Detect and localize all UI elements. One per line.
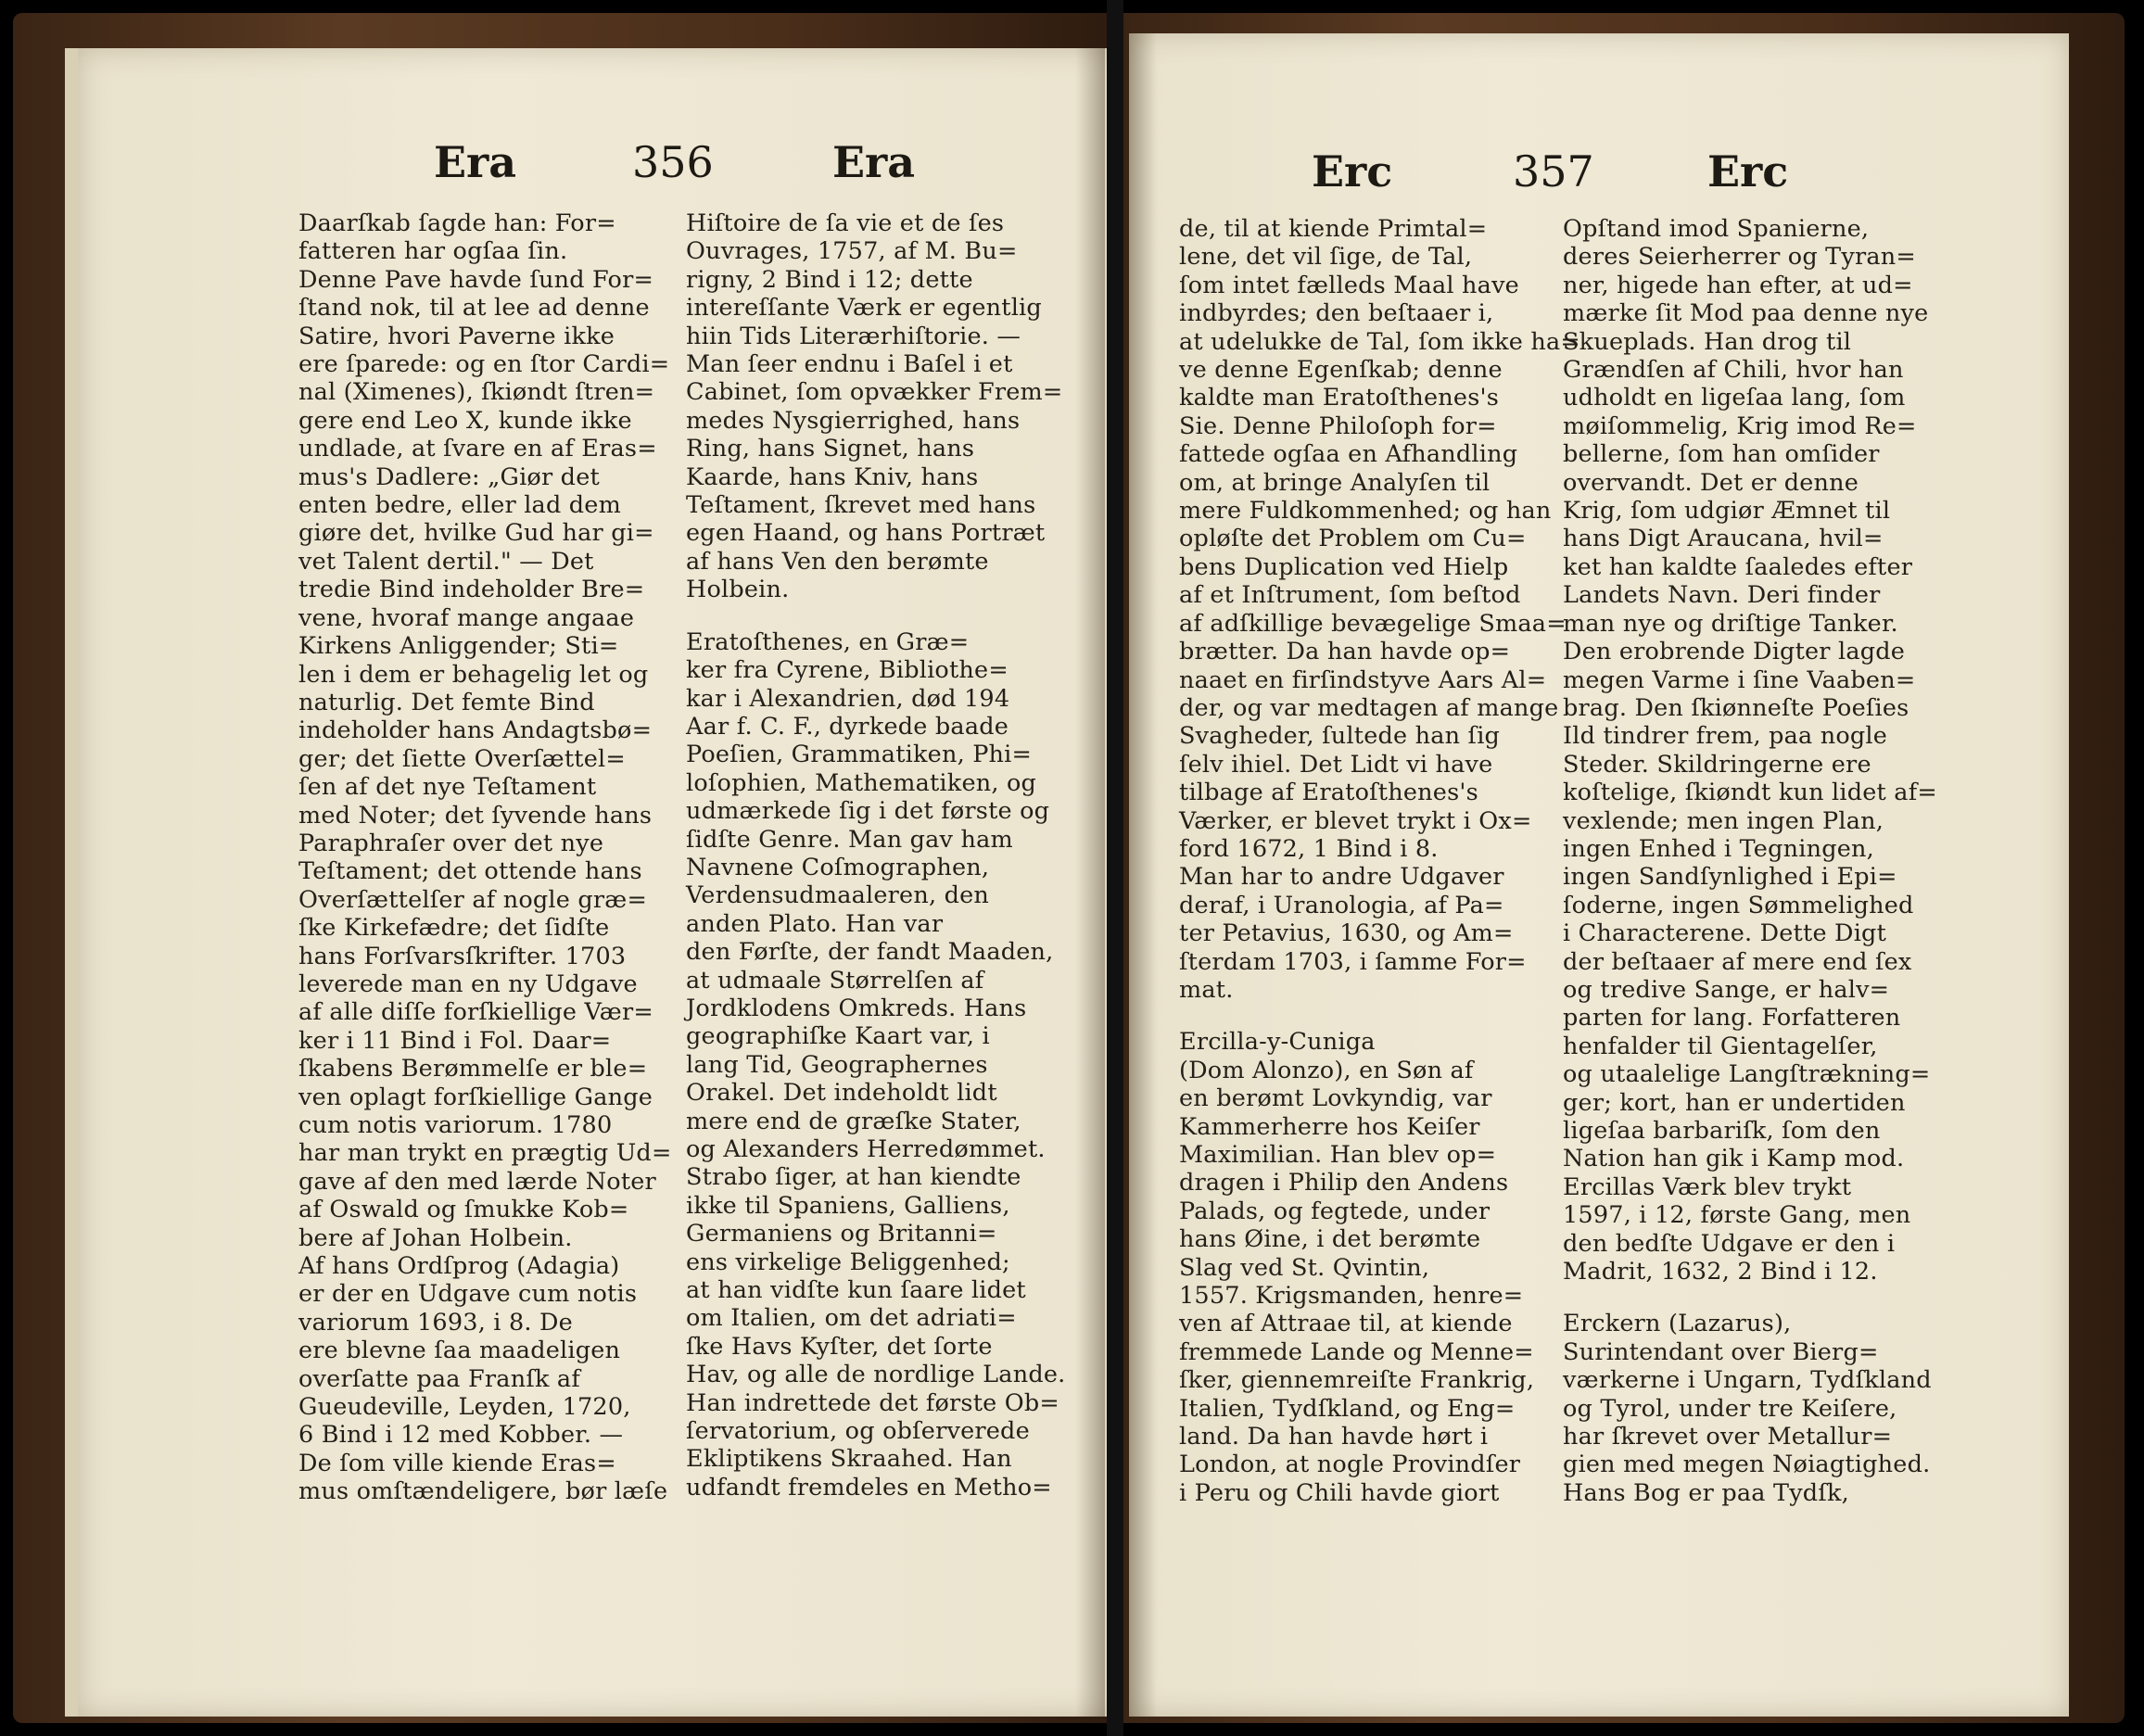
text-line: Kirkens Anliggender; Sti= <box>298 632 619 661</box>
text-line: kaldte man Eratoſthenes's <box>1179 384 1499 412</box>
text-line: Denne Pave havde ſund For= <box>298 265 654 294</box>
text-line: Teſtament; det ottende hans <box>298 857 642 886</box>
right-header-guideword-right: Erc <box>1707 146 1789 196</box>
text-line: har man trykt en prægtig Ud= <box>298 1139 672 1168</box>
text-line: har ſkrevet over Metallur= <box>1563 1423 1893 1451</box>
text-line: ſervatorium, og obſerverede <box>686 1417 1030 1446</box>
text-line: brag. Den ſkiønneſte Poeſies <box>1563 693 1909 722</box>
text-line: ſom intet fælleds Maal have <box>1179 271 1519 299</box>
text-line: medes Nysgierrighed, hans <box>686 406 1021 435</box>
text-line: Grændſen af Chili, hvor han <box>1563 356 1904 385</box>
text-line: om Italien, om det adriati= <box>686 1304 1017 1333</box>
text-line: Maximilian. Han blev op= <box>1179 1141 1497 1169</box>
left-header-guideword-right: Era <box>832 137 916 187</box>
text-line: ere ſparede: og en ſtor Cardi= <box>298 350 670 379</box>
text-line: ſidſte Genre. Man gav ham <box>686 825 1013 854</box>
text-line: ven af Attraae til, at kiende <box>1179 1310 1513 1338</box>
text-line: bere af Johan Holbein. <box>298 1223 573 1252</box>
text-line: Han indrettede det første Ob= <box>686 1388 1059 1417</box>
text-line: ter Petavius, 1630, og Am= <box>1179 919 1514 948</box>
text-line: ſker, giennemreiſte Frankrig, <box>1179 1366 1535 1395</box>
text-line: ſen af det nye Teſtament <box>298 773 597 802</box>
text-line: Nation han gik i Kamp mod. <box>1563 1145 1905 1173</box>
text-line: Navnene Coſmographen, <box>686 853 990 881</box>
text-line: land. Da han havde hørt i <box>1179 1423 1489 1451</box>
text-line: Strabo ſiger, at han kiendte <box>686 1163 1021 1192</box>
text-line: ſterdam 1703, i ſamme For= <box>1179 947 1527 976</box>
text-line: ſke Havs Kyſter, det ſorte <box>686 1332 993 1361</box>
text-line: De ſom ville kiende Eras= <box>298 1449 616 1477</box>
text-line: ven oplagt forſkiellige Gange <box>298 1083 653 1111</box>
scan-divider <box>1107 0 1123 1736</box>
right-page-number: 357 <box>1513 146 1594 196</box>
text-line: de, til at kiende Primtal= <box>1179 215 1488 243</box>
text-line: udfandt fremdeles en Metho= <box>686 1473 1052 1502</box>
text-line: mere end de græſke Stater, <box>686 1107 1021 1135</box>
text-line: om, at bringe Analyſen til <box>1179 468 1491 497</box>
left-page-column-1 <box>298 209 672 1506</box>
text-line: med Noter; det ſyvende hans <box>298 801 653 830</box>
text-line: leverede man en ny Udgave <box>298 969 638 998</box>
text-line: loſophien, Mathematiken, og <box>686 768 1037 797</box>
text-line: Man ſeer endnu i Baſel i et <box>686 350 1013 379</box>
text-line: Krig, ſom udgiør Æmnet til <box>1563 497 1891 526</box>
text-line: Eratoſthenes, en Græ= <box>686 627 970 656</box>
text-line: overſatte paa Franſk af <box>298 1364 580 1393</box>
text-line: af Oswald og ſmukke Kob= <box>298 1196 629 1224</box>
text-line: Ild tindrer frem, paa nogle <box>1563 722 1888 751</box>
text-line: gave af den med lærde Noter <box>298 1167 656 1196</box>
text-line: undlade, at ſvare en af Eras= <box>298 435 657 463</box>
left-gutter-shadow <box>1075 48 1105 1717</box>
text-line: naturlig. Det femte Bind <box>298 688 595 716</box>
text-line: Verdensudmaaleren, den <box>686 881 990 910</box>
text-line: Hiſtoire de ſa vie et de ſes <box>686 209 1005 237</box>
text-line: ker i 11 Bind i Fol. Daar= <box>298 1026 612 1055</box>
text-line: Daarſkab ſagde han: For= <box>298 209 616 237</box>
entry-gap <box>1179 1004 1552 1028</box>
text-line: deres Seierherrer og Tyran= <box>1563 243 1916 272</box>
text-line: Opſtand imod Spanierne, <box>1563 215 1870 243</box>
text-line: Paraphraſer over det nye <box>298 829 604 857</box>
text-line: Ercilla-y-Cuniga <box>1179 1028 1376 1057</box>
text-line: vexlende; men ingen Plan, <box>1563 806 1884 835</box>
text-line: mat. <box>1179 975 1234 1004</box>
text-line: variorum 1693, i 8. De <box>298 1308 573 1337</box>
text-line: ner, higede han efter, at ud= <box>1563 271 1913 299</box>
text-line: vet Talent dertil." — Det <box>298 547 594 576</box>
text-line: mere Fuldkommenhed; og han <box>1179 497 1552 526</box>
text-line: parten for lang. Forfatteren <box>1563 1004 1901 1033</box>
text-line: megen Varme i ſine Vaaben= <box>1563 665 1916 694</box>
text-line: Poeſien, Grammatiken, Phi= <box>686 741 1033 769</box>
text-line: koſtelige, ſkiøndt kun lidet af= <box>1563 779 1937 807</box>
text-line: udmærkede ſig i det første og <box>686 797 1050 826</box>
text-line: at udelukke de Tal, ſom ikke ha= <box>1179 327 1580 356</box>
text-line: fatteren har ogſaa ſin. <box>298 237 568 266</box>
text-line: hans Forſvarsſkrifter. 1703 <box>298 942 627 970</box>
text-line: hans Øine, i det berømte <box>1179 1225 1481 1254</box>
text-line: Svagheder, ſultede han ſig <box>1179 722 1501 751</box>
text-line: af et Inſtrument, ſom beſtod <box>1179 581 1521 610</box>
text-line: ſelv ihiel. Det Lidt vi have <box>1179 750 1493 779</box>
text-line: i Peru og Chili havde giort <box>1179 1478 1500 1507</box>
text-line: Den erobrende Digter lagde <box>1563 638 1906 666</box>
text-line: og Alexanders Herredømmet. <box>686 1135 1046 1163</box>
text-line: en berømt Lovkyndig, var <box>1179 1084 1492 1113</box>
text-line: brætter. Da han havde op= <box>1179 638 1511 666</box>
text-line: Satire, hvori Paverne ikke <box>298 322 615 350</box>
text-line: ve denne Egenſkab; denne <box>1179 356 1503 385</box>
text-line: og utaalelige Langſtrækning= <box>1563 1060 1931 1089</box>
text-line: Overſættelſer af nogle græ= <box>298 885 648 914</box>
text-line: Palads, og fegtede, under <box>1179 1197 1491 1225</box>
entry-gap <box>1563 1286 1935 1310</box>
text-line: gere end Leo X, kunde ikke <box>298 406 632 435</box>
right-header-guideword-left: Erc <box>1312 146 1393 196</box>
text-line: den Førſte, der fandt Maaden, <box>686 938 1054 967</box>
text-line: rigny, 2 Bind i 12; dette <box>686 265 973 294</box>
text-line: ger; det ſiette Overſættel= <box>298 744 626 773</box>
text-line: Værker, er blevet trykt i Ox= <box>1179 806 1532 835</box>
text-line: og Tyrol, under tre Keiſere, <box>1563 1394 1897 1423</box>
text-line: hans Digt Araucana, hvil= <box>1563 525 1884 553</box>
text-line: opløſte det Problem om Cu= <box>1179 525 1527 553</box>
text-line: Germaniens og Britanni= <box>686 1220 997 1248</box>
text-line: indeholder hans Andagtsbø= <box>298 716 653 745</box>
text-line: Italien, Tydſkland, og Eng= <box>1179 1394 1516 1423</box>
text-line: Ercillas Værk blev trykt <box>1563 1172 1852 1201</box>
text-line: Landets Navn. Deri finder <box>1563 581 1881 610</box>
text-line: Hans Bog er paa Tydſk, <box>1563 1478 1849 1507</box>
text-line: intereſſante Værk er egentlig <box>686 294 1042 323</box>
text-line: gien med megen Nøiagtighed. <box>1563 1451 1931 1479</box>
text-line: henfalder til Gientagelſer, <box>1563 1032 1878 1060</box>
text-line: Aar f. C. F., dyrkede baade <box>686 712 1009 741</box>
text-line: der beſtaaer af mere end ſex <box>1563 947 1912 976</box>
right-page-column-2 <box>1563 215 1935 1507</box>
text-line: fattede ogſaa en Afhandling <box>1179 440 1518 469</box>
text-line: lene, det vil ſige, de Tal, <box>1179 243 1473 272</box>
text-line: af alle diſſe forſkiellige Vær= <box>298 998 653 1027</box>
text-line: bellerne, ſom han omſider <box>1563 440 1880 469</box>
text-line: Hav, og alle de nordlige Lande. <box>686 1361 1066 1389</box>
text-line: af hans Ven den berømte <box>686 547 989 576</box>
text-line: kar i Alexandrien, død 194 <box>686 684 1010 713</box>
text-line: Af hans Ordſprog (Adagia) <box>298 1252 620 1281</box>
left-page-number: 356 <box>632 137 714 187</box>
text-line: cum notis variorum. 1780 <box>298 1111 613 1139</box>
text-line: af adſkillige bevægelige Smaa= <box>1179 609 1567 638</box>
text-line: enten bedre, eller lad dem <box>298 491 621 520</box>
text-line: ingen Enhed i Tegningen, <box>1563 834 1874 863</box>
text-line: 1597, i 12, første Gang, men <box>1563 1201 1911 1230</box>
text-line: Orakel. Det indeholdt lidt <box>686 1079 997 1108</box>
text-line: 1557. Krigsmanden, henre= <box>1179 1282 1524 1311</box>
text-line: indbyrdes; den beſtaaer i, <box>1179 299 1494 328</box>
text-line: mus omſtændeligere, bør læſe <box>298 1477 668 1506</box>
text-line: dragen i Philip den Andens <box>1179 1169 1509 1197</box>
text-line: overvandt. Det er denne <box>1563 468 1859 497</box>
text-line: ket han kaldte ſaaledes efter <box>1563 552 1913 581</box>
text-line: Skueplads. Han drog til <box>1563 327 1852 356</box>
text-line: Jordklodens Omkreds. Hans <box>686 994 1027 1022</box>
text-line: ens virkelige Beliggenhed; <box>686 1248 1010 1276</box>
text-line: man nye og driſtige Tanker. <box>1563 609 1898 638</box>
text-line: hiin Tids Literærhiſtorie. — <box>686 322 1021 350</box>
text-line: at han vidſte kun ſaare lidet <box>686 1276 1026 1305</box>
text-line: Sie. Denne Philoſoph for= <box>1179 412 1497 440</box>
text-line: naaet en firſindstyve Aars Al= <box>1179 665 1547 694</box>
text-line: Gueudeville, Leyden, 1720, <box>298 1393 631 1422</box>
text-line: Surintendant over Bierg= <box>1563 1337 1879 1366</box>
text-line: giøre det, hvilke Gud har gi= <box>298 519 654 548</box>
text-line: nal (Ximenes), ſkiøndt ſtren= <box>298 378 655 407</box>
text-line: Holbein. <box>686 576 790 604</box>
text-line: ere blevne ſaa maadeligen <box>298 1337 621 1365</box>
text-line: ford 1672, 1 Bind i 8. <box>1179 834 1439 863</box>
text-line: tredie Bind indeholder Bre= <box>298 576 645 604</box>
text-line: at udmaale Størrelſen af <box>686 966 984 995</box>
text-line: lang Tid, Geographernes <box>686 1050 988 1079</box>
text-line: vene, hvoraf mange angaae <box>298 603 635 632</box>
text-line: mærke ſit Mod paa denne nye <box>1563 299 1929 328</box>
right-page-column-1 <box>1179 215 1580 1507</box>
entry-gap <box>686 604 1040 628</box>
text-line: der, og var medtagen af mange <box>1179 693 1559 722</box>
text-line: Erckern (Lazarus), <box>1563 1310 1792 1338</box>
left-header-guideword-left: Era <box>434 137 517 187</box>
text-line: bens Duplication ved Hielp <box>1179 552 1509 581</box>
text-line: i Characterene. Dette Digt <box>1563 919 1887 948</box>
text-line: ingen Sandſynlighed i Epi= <box>1563 863 1897 892</box>
text-line: London, at nogle Provindſer <box>1179 1451 1521 1479</box>
text-line: og tredive Sange, er halv= <box>1563 975 1890 1004</box>
text-line: deraf, i Uranologia, af Pa= <box>1179 891 1504 919</box>
text-line: Madrit, 1632, 2 Bind i 12. <box>1563 1258 1878 1286</box>
text-line: ger; kort, han er undertiden <box>1563 1088 1906 1117</box>
text-line: Slag ved St. Qvintin, <box>1179 1253 1430 1282</box>
text-line: Ekliptikens Skraahed. Han <box>686 1445 1012 1474</box>
text-line: Ouvrages, 1757, af M. Bu= <box>686 237 1018 266</box>
text-line: er der en Udgave cum notis <box>298 1280 638 1309</box>
text-line: Teſtament, ſkrevet med hans <box>686 491 1036 520</box>
text-line: ker fra Cyrene, Bibliothe= <box>686 656 1009 685</box>
text-line: len i dem er behagelig let og <box>298 660 649 689</box>
text-line: Ring, hans Signet, hans <box>686 435 975 463</box>
text-line: fremmede Lande og Menne= <box>1179 1337 1534 1366</box>
text-line: ſoderne, ingen Sømmelighed <box>1563 891 1914 919</box>
text-line: mus's Dadlere: „Giør det <box>298 463 600 491</box>
text-line: geographiſke Kaart var, i <box>686 1022 990 1051</box>
text-line: Man har to andre Udgaver <box>1179 863 1504 892</box>
text-line: (Dom Alonzo), en Søn af <box>1179 1056 1474 1084</box>
text-line: Kammerherre hos Keiſer <box>1179 1112 1480 1141</box>
text-line: værkerne i Ungarn, Tydſkland <box>1563 1366 1932 1395</box>
text-line: ſke Kirkefædre; det ſidſte <box>298 914 610 943</box>
text-line: ligeſaa barbariſk, ſom den <box>1563 1117 1881 1145</box>
text-line: den bedſte Udgave er den i <box>1563 1229 1896 1258</box>
text-line: ſkabens Berømmelſe er ble= <box>298 1055 648 1083</box>
text-line: Steder. Skildringerne ere <box>1563 750 1871 779</box>
text-line: anden Plato. Han var <box>686 909 944 938</box>
text-line: Cabinet, ſom opvækker Frem= <box>686 378 1063 407</box>
right-gutter-shadow <box>1129 33 1157 1717</box>
text-line: Kaarde, hans Kniv, hans <box>686 463 979 491</box>
text-line: tilbage af Eratoſthenes's <box>1179 779 1478 807</box>
text-line: møiſommelig, Krig imod Re= <box>1563 412 1917 440</box>
text-line: 6 Bind i 12 med Kobber. — <box>298 1421 624 1450</box>
left-page-column-2 <box>686 209 1066 1502</box>
text-line: ſtand nok, til at lee ad denne <box>298 294 650 323</box>
text-line: ikke til Spaniens, Galliens, <box>686 1191 1010 1220</box>
text-line: udholdt en ligeſaa lang, ſom <box>1563 384 1906 412</box>
text-line: egen Haand, og hans Portræt <box>686 519 1046 548</box>
